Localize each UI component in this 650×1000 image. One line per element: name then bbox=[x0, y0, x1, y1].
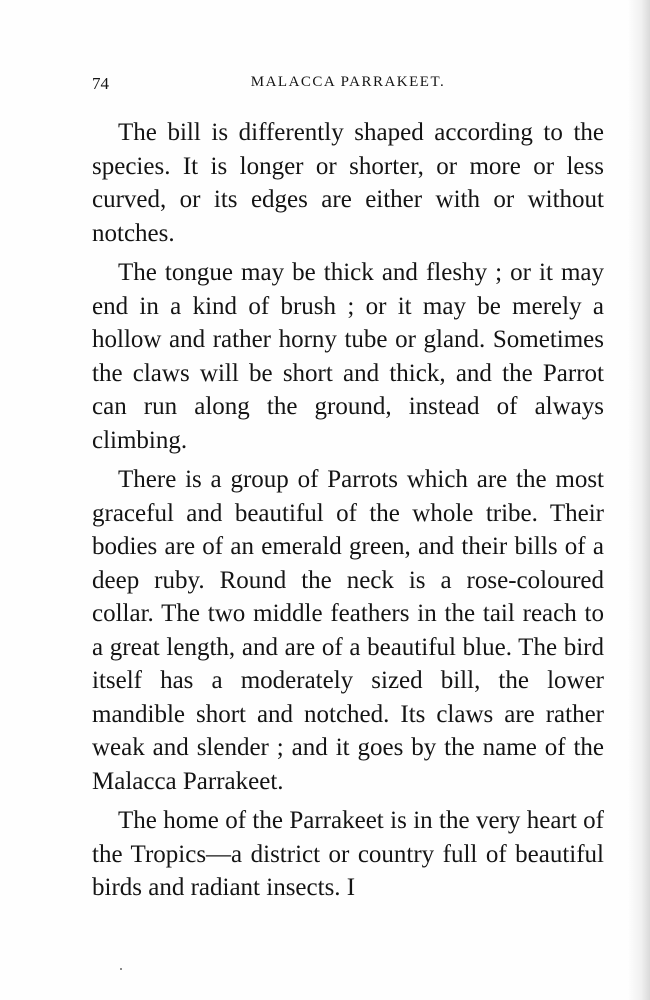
page-number: 74 bbox=[92, 74, 109, 93]
running-head: MALACCA PARRAKEET. bbox=[250, 74, 446, 90]
page-header bbox=[92, 74, 604, 96]
paragraph: The tongue may be thick and fleshy ; or it may end in a kind of brush ; or it may be merely a hollow and rather horny tube or gland. Sometimes the claws will be short and thick, and the Parrot can run along the ground, instead of always climbing. bbox=[92, 259, 604, 454]
page-edge-shadow bbox=[628, 0, 650, 1000]
paragraph: The bill is differently shaped according to the species. It is longer or shorter, or more or less curved, or its edges are either with or without notches. bbox=[92, 119, 604, 247]
paragraph: There is a group of Parrots which are the most graceful and beautiful of the whole tribe. Their bodies are of an emerald green, and their bills of a deep ruby. Round the neck is a rose-coloured collar. The two middle feathers in the tail reach to a great length, and are of a beautiful blue. The bird itself has a moderately sized bill, the lower mandible short and notched. Its claws are rather weak and slender ; and it goes by the name of the Malacca Parrakeet. bbox=[92, 466, 604, 795]
paper-speck bbox=[120, 968, 122, 970]
paragraph: The home of the Parrakeet is in the very heart of the Tropics—a district or country full of beautiful birds and radiant insects. I bbox=[92, 807, 604, 901]
body-text bbox=[92, 116, 604, 911]
